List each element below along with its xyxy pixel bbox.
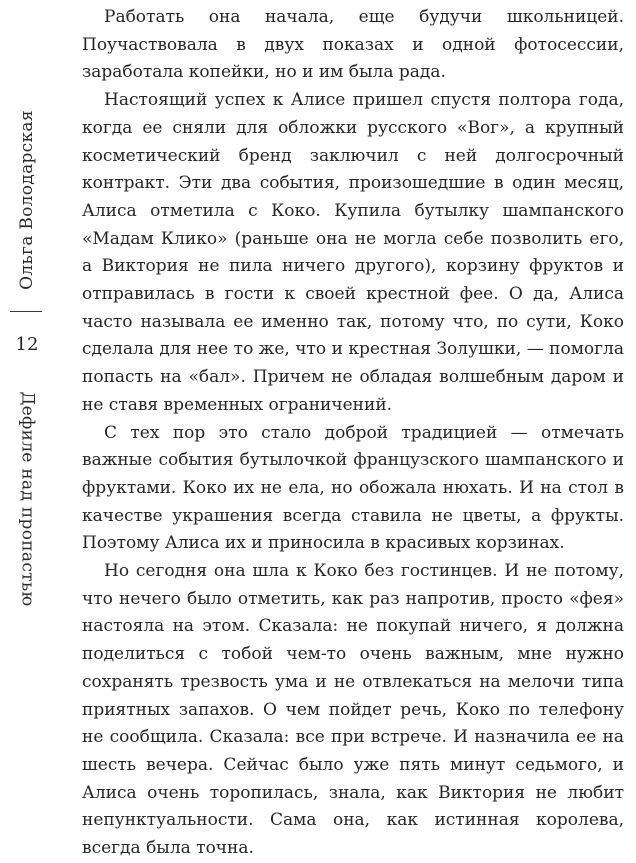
book-title: Дефиле над пропастью (17, 391, 38, 607)
paragraph-1: Работать она начала, еще будучи школьницей. Поучаствовала в двух показах и одной фотосессии, заработала копейки, но и им была рада. (82, 7, 624, 83)
running-head-author (6, 100, 48, 300)
paragraph-2: Настоящий успех к Алисе пришел спустя полтора года, когда ее сняли для обложки русского «Вог», а крупный косметический бренд заключил с ней долгосрочный контракт. Эти два события, произошедшие в один месяц, Алиса отметила с Коко. Купила бутылку шампанского «Мадам Клико» (раньше она не могла себе позволить его, а Виктория не пила ничего другого), корзину фруктов и отправилась в гости к своей крестной фее. О да, Алиса часто называла ее именно так, потому что, по сути, Коко сделала для нее то же, что и крестная Золушки, — помогла попасть на «бал». Причем не обладая волшебным даром и не ставя временных ограничений. (82, 90, 624, 415)
author-name: Ольга Володарская (17, 110, 38, 290)
paragraph-4: Но сегодня она шла к Коко без гостинцев. И не потому, что нечего было отметить, как раз напротив, просто «фея» настояла на этом. Сказала: не покупай ничего, я должна поделиться с тобой чем-то очень важным, мне нужно сохранять трезвость ума и не отвлекаться на мелочи типа приятных запахов. О чем пойдет речь, Коко по телефону не сообщила. Сказала: все при встрече. И назначила ее на шесть вечера. Сейчас было уже пять минут седьмого, и Алиса очень торопилась, знала, как Виктория не любит непунктуальности. Сама она, как истинная королева, всегда была точна. (82, 561, 624, 859)
paragraph-3: С тех пор это стало доброй традицией — отмечать важные события бутылочкой французского шампанского и фруктами. Коко их не ела, но обожала нюхать. И на стол в качестве украшения всегда ставила не цветы, а фрукты. Поэтому Алиса их и приносила в красивых корзинах. (82, 422, 624, 554)
body-text (82, 4, 624, 863)
running-head-divider (10, 311, 42, 312)
running-head-column (0, 0, 64, 852)
running-head-book-title (6, 388, 48, 610)
page-number: 12 (15, 334, 39, 355)
